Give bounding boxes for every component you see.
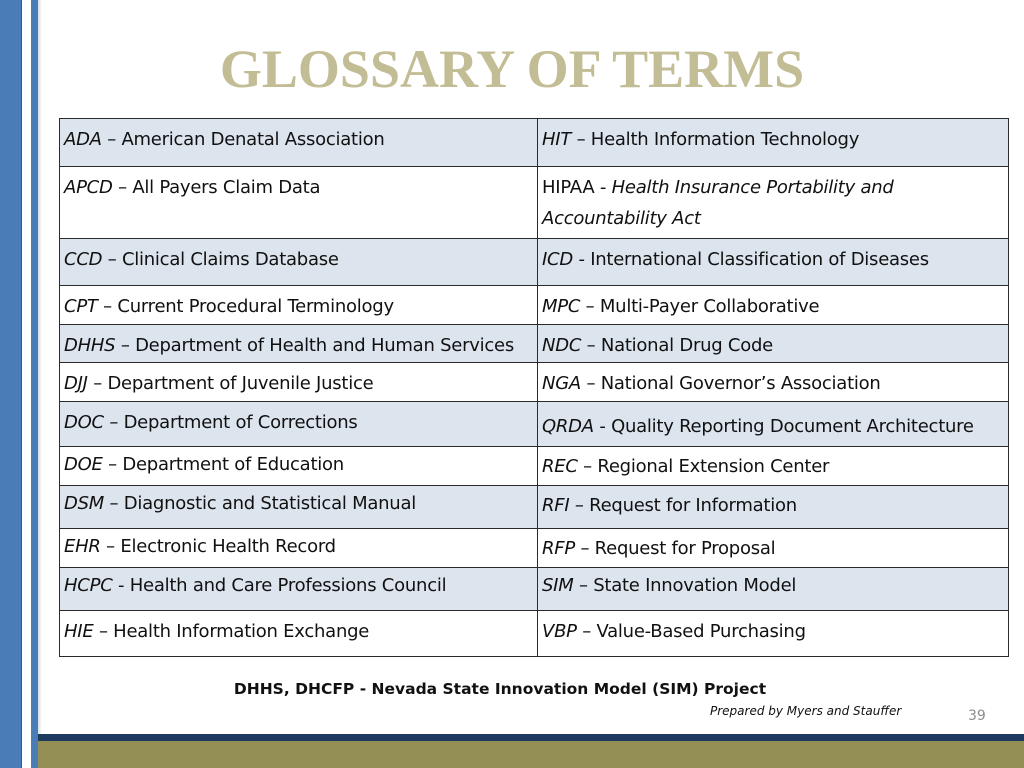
- term-abbr: HIPAA: [542, 177, 595, 198]
- term-def: Regional Extension Center: [597, 456, 830, 477]
- term-abbr: RFI: [542, 495, 570, 516]
- term-abbr: REC: [542, 456, 578, 477]
- term-def: Department of Education: [122, 454, 344, 475]
- left-accent-bar: [0, 0, 22, 768]
- term-sep: –: [103, 412, 124, 433]
- glossary-cell: [60, 402, 538, 447]
- term-sep: -: [593, 416, 612, 437]
- term-abbr: ADA: [64, 129, 102, 150]
- term-abbr: VBP: [542, 621, 577, 642]
- glossary-cell: [60, 486, 538, 529]
- table-row: [60, 119, 1009, 167]
- glossary-cell: [538, 611, 1009, 657]
- term-def: American Denatal Association: [121, 129, 385, 150]
- term-sep: –: [112, 177, 133, 198]
- term-abbr: CPT: [64, 296, 98, 317]
- glossary-cell: [538, 325, 1009, 363]
- table-row: [60, 363, 1009, 402]
- table-row: [60, 486, 1009, 529]
- term-sep: –: [577, 456, 598, 477]
- table-row: [60, 286, 1009, 325]
- term-abbr: HCPC: [64, 575, 113, 596]
- term-abbr: SIM: [542, 575, 574, 596]
- term-sep: –: [102, 454, 123, 475]
- term-def: National Drug Code: [600, 335, 773, 356]
- term-sep: -: [573, 249, 591, 270]
- glossary-cell: [538, 402, 1009, 447]
- term-def: Clinical Claims Database: [121, 249, 339, 270]
- term-abbr: NGA: [542, 373, 581, 394]
- table-row: [60, 611, 1009, 657]
- glossary-cell: [538, 447, 1009, 486]
- glossary-cell: [538, 286, 1009, 325]
- term-sep: -: [594, 177, 612, 198]
- footer-project-title: DHHS, DHCFP - Nevada State Innovation Model (SIM) Project: [233, 680, 767, 698]
- left-accent-bar-inner: [31, 0, 38, 768]
- term-def: Quality Reporting Document Architecture: [611, 416, 974, 437]
- term-def: Diagnostic and Statistical Manual: [123, 493, 416, 514]
- table-row: [60, 447, 1009, 486]
- term-abbr: EHR: [64, 536, 101, 557]
- glossary-cell: [60, 286, 538, 325]
- term-abbr: ICD: [542, 249, 573, 270]
- table-row: [60, 167, 1009, 239]
- glossary-cell: [60, 325, 538, 363]
- glossary-cell: [60, 363, 538, 402]
- term-sep: –: [581, 335, 601, 356]
- term-sep: –: [571, 129, 591, 150]
- term-sep: –: [573, 575, 594, 596]
- glossary-table: [59, 118, 1009, 657]
- term-sep: –: [580, 373, 601, 394]
- left-accent-gap: [22, 0, 31, 768]
- term-def: Health Insurance Portability and Accountability Act: [542, 177, 894, 229]
- term-sep: –: [580, 296, 600, 317]
- term-abbr: DHHS: [64, 335, 116, 356]
- term-abbr: RFP: [542, 538, 575, 559]
- term-def: Value-Based Purchasing: [596, 621, 806, 642]
- term-def: Request for Information: [589, 495, 797, 516]
- term-def: Department of Juvenile Justice: [107, 373, 374, 394]
- term-sep: –: [576, 621, 597, 642]
- page-number: 39: [968, 708, 986, 724]
- glossary-cell: [60, 568, 538, 611]
- term-sep: –: [101, 129, 122, 150]
- bottom-band-dark: [38, 734, 1024, 741]
- term-abbr: DOC: [64, 412, 104, 433]
- table-row: [60, 529, 1009, 568]
- table-row: [60, 568, 1009, 611]
- term-sep: –: [100, 536, 121, 557]
- term-abbr: HIE: [64, 621, 94, 642]
- term-def: Department of Corrections: [123, 412, 358, 433]
- glossary-cell: [538, 239, 1009, 286]
- term-sep: –: [93, 621, 114, 642]
- glossary-cell: [538, 119, 1009, 167]
- term-abbr: QRDA: [542, 416, 594, 437]
- term-def: State Innovation Model: [593, 575, 797, 596]
- glossary-cell: [60, 611, 538, 657]
- term-def: Current Procedural Terminology: [117, 296, 394, 317]
- term-sep: –: [569, 495, 590, 516]
- term-abbr: DOE: [64, 454, 103, 475]
- glossary-cell: [60, 167, 538, 239]
- glossary-cell: [60, 529, 538, 568]
- term-sep: –: [574, 538, 595, 559]
- slide-title: GLOSSARY OF TERMS: [219, 39, 805, 99]
- term-def: Health Information Technology: [590, 129, 860, 150]
- bottom-band-olive: [38, 741, 1024, 768]
- term-abbr: MPC: [542, 296, 581, 317]
- glossary-cell: [60, 239, 538, 286]
- term-def: Health Information Exchange: [113, 621, 370, 642]
- term-def: Multi-Payer Collaborative: [599, 296, 820, 317]
- table-row: [60, 325, 1009, 363]
- term-def: Request for Proposal: [594, 538, 776, 559]
- glossary-cell: [538, 363, 1009, 402]
- term-abbr: HIT: [542, 129, 572, 150]
- glossary-cell: [60, 447, 538, 486]
- term-sep: -: [112, 575, 130, 596]
- term-abbr: CCD: [64, 249, 103, 270]
- term-sep: –: [115, 335, 136, 356]
- term-def: Health and Care Professions Council: [129, 575, 447, 596]
- left-accent-shadow: [38, 0, 42, 740]
- term-def: International Classification of Diseases: [590, 249, 929, 270]
- term-abbr: APCD: [64, 177, 113, 198]
- term-def: National Governor’s Association: [600, 373, 881, 394]
- term-def: All Payers Claim Data: [132, 177, 321, 198]
- glossary-cell: [60, 119, 538, 167]
- glossary-cell: [538, 486, 1009, 529]
- term-abbr: NDC: [542, 335, 582, 356]
- footer-prepared-by: Prepared by Myers and Stauffer: [710, 704, 902, 718]
- table-row: [60, 239, 1009, 286]
- term-sep: –: [97, 296, 118, 317]
- term-sep: –: [87, 373, 108, 394]
- glossary-cell: [538, 167, 1009, 239]
- glossary-cell: [538, 529, 1009, 568]
- term-abbr: DJJ: [64, 373, 88, 394]
- term-abbr: DSM: [64, 493, 105, 514]
- term-def: Electronic Health Record: [120, 536, 336, 557]
- term-sep: –: [102, 249, 122, 270]
- term-sep: –: [104, 493, 124, 514]
- table-row: [60, 402, 1009, 447]
- term-def: Department of Health and Human Services: [135, 335, 514, 356]
- glossary-cell: [538, 568, 1009, 611]
